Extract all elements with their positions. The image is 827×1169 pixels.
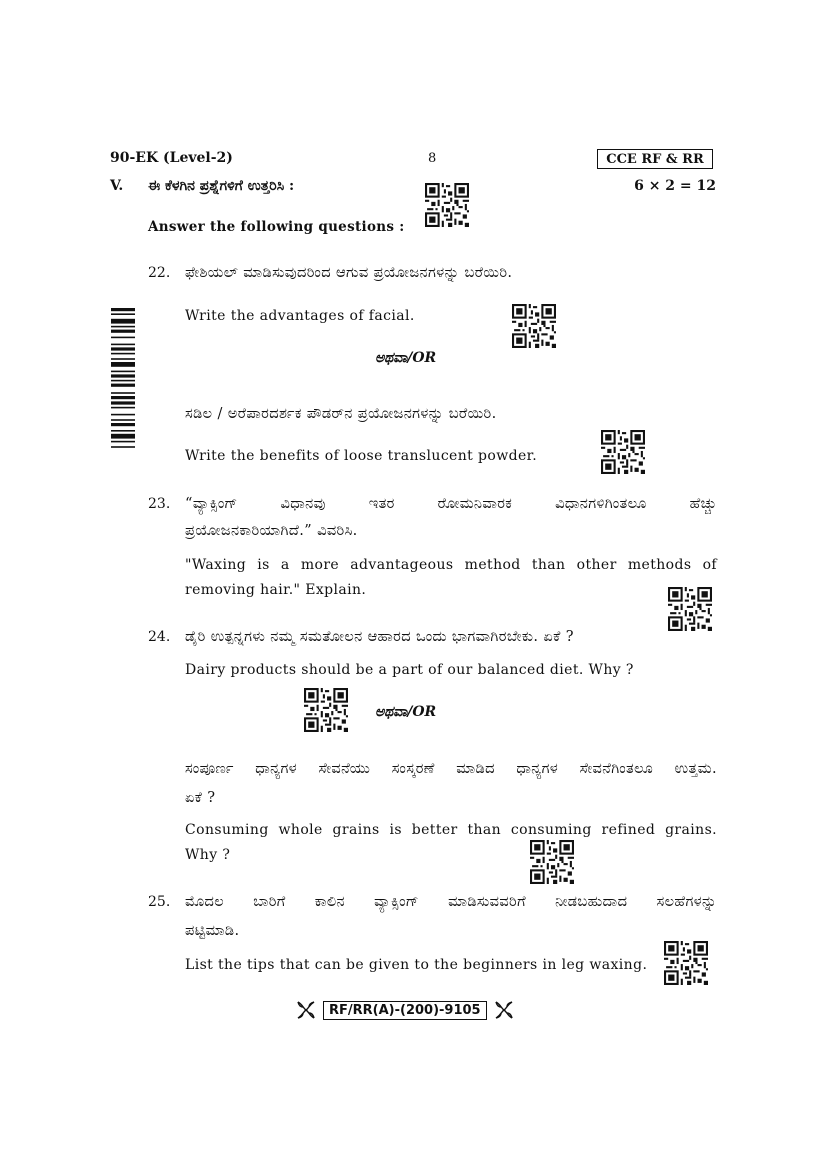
question-text-kannada: ಮೊದಲ ಬಾರಿಗೆ ಕಾಲಿನ ವ್ಯಾಕ್ಸಿಂಗ್ ಮಾಡಿಸುವವರಿಗೆ ನೀಡಬಹುದಾದ ಸಲಹೆಗಳನ್ನು — [185, 894, 717, 910]
ornament-icon — [493, 999, 515, 1021]
question-text-kannada: ಫೇಶಿಯಲ್ ಮಾಡಿಸುವುದರಿಂದ ಆಗುವ ಪ್ರಯೋಜನಗಳನ್ನು ಬರೆಯಿರಿ. — [185, 265, 513, 281]
paper-code: 90-EK (Level-2) — [110, 150, 233, 166]
exam-type-box: CCE RF & RR — [597, 149, 713, 169]
alternate-question-kannada: ಸಂಪೂರ್ಣ ಧಾನ್ಯಗಳ ಸೇವನೆಯು ಸಂಸ್ಕರಣೆ ಮಾಡಿದ ಧಾನ್ಯಗಳ ಸೇವನೆಗಿಂತಲೂ ಉತ್ತಮ. — [185, 761, 717, 777]
question-text-english: "Waxing is a more advantageous method than other methods of — [185, 557, 717, 573]
section-title-english: Answer the following questions : — [148, 219, 405, 235]
question-text-kannada: ಡೈರಿ ಉತ್ಪನ್ನಗಳು ನಮ್ಮ ಸಮತೋಲನ ಆಹಾರದ ಒಂದು ಭಾಗವಾಗಿರಬೇಕು. ಏಕೆ ? — [185, 629, 574, 645]
question-text-english: List the tips that can be given to the beginners in leg waxing. — [185, 957, 648, 973]
or-separator: ಅಥವಾ/OR — [375, 704, 437, 720]
question-text-kannada: ಪಟ್ಟಿಮಾಡಿ. — [185, 923, 240, 939]
question-text-kannada: ಪ್ರಯೋಜನಕಾರಿಯಾಗಿದೆ.” ವಿವರಿಸಿ. — [185, 523, 358, 539]
footer — [295, 999, 515, 1021]
question-text-kannada: “ವ್ಯಾಕ್ಸಿಂಗ್ ವಿಧಾನವು ಇತರ ರೋಮನಿವಾರಕ ವಿಧಾನಗಳಿಗಿಂತಲೂ ಹೆಚ್ಚು — [185, 496, 717, 512]
section-title-kannada: ಈ ಕೆಳಗಿನ ಪ್ರಶ್ನೆಗಳಿಗೆ ಉತ್ತರಿಸಿ : — [148, 178, 295, 194]
question-number: 22. — [148, 265, 171, 281]
section-number: V. — [110, 178, 124, 194]
alternate-question-english: Consuming whole grains is better than consuming refined grains. — [185, 822, 717, 838]
qr-code-icon — [425, 183, 469, 227]
alternate-question-english: Write the benefits of loose translucent powder. — [185, 448, 538, 464]
qr-code-icon — [304, 688, 348, 732]
footer-code: RF/RR(A)-(200)-9105 — [323, 1001, 487, 1020]
barcode-icon — [111, 308, 135, 510]
section-marks: 6 × 2 = 12 — [634, 178, 716, 194]
or-separator: ಅಥವಾ/OR — [375, 350, 437, 366]
question-text-english: removing hair." Explain. — [185, 582, 367, 598]
alternate-question-kannada: ಏಕೆ ? — [185, 790, 216, 806]
question-number: 25. — [148, 894, 171, 910]
alternate-question-kannada: ಸಡಿಲ / ಅರೆಪಾರದರ್ಶಕ ಪೌಡರ್‌ನ ಪ್ರಯೋಜನಗಳನ್ನು ಬರೆಯಿರಿ. — [185, 406, 497, 422]
alternate-question-english: Why ? — [185, 847, 231, 863]
question-text-english: Dairy products should be a part of our balanced diet. Why ? — [185, 662, 634, 678]
question-number: 24. — [148, 629, 171, 645]
page-number: 8 — [428, 151, 437, 166]
ornament-icon — [295, 999, 317, 1021]
question-number: 23. — [148, 496, 171, 512]
question-text-english: Write the advantages of facial. — [185, 308, 415, 324]
